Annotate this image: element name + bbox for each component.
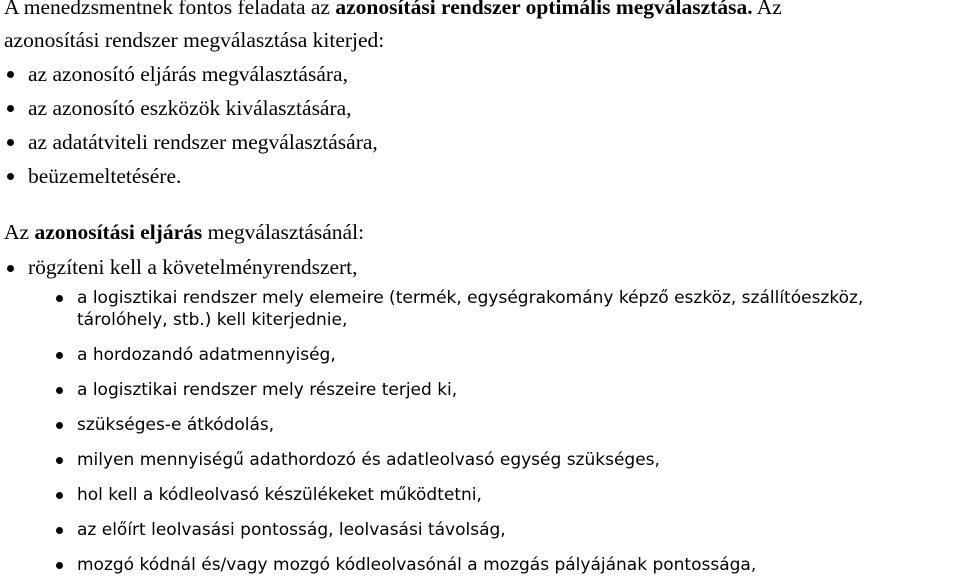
intro-line-1 bbox=[4, 0, 954, 24]
list-item bbox=[28, 484, 959, 506]
bullet-icon bbox=[7, 71, 14, 78]
section2-bold-text: azonosítási eljárás bbox=[34, 220, 203, 244]
requirements-list bbox=[4, 251, 959, 576]
scope-list bbox=[4, 57, 959, 193]
bullet-icon bbox=[56, 422, 63, 429]
list-item bbox=[28, 379, 959, 401]
list-item-text: hol kell a kódleolvasó készülékeket működtetni, bbox=[77, 485, 482, 505]
section2-paragraph bbox=[4, 216, 959, 249]
bullet-icon bbox=[7, 173, 14, 180]
bullet-icon bbox=[56, 295, 63, 302]
intro-bold-text: azonosítási rendszer optimális megválasztása. bbox=[335, 0, 753, 19]
list-item bbox=[4, 125, 959, 159]
bullet-icon bbox=[7, 139, 14, 146]
list-item-text: az előírt leolvasási pontosság, leolvasási távolság, bbox=[77, 520, 506, 540]
list-item-text: mozgó kódnál és/vagy mozgó kódleolvasónál a mozgás pályájának pontossága, bbox=[77, 555, 757, 575]
list-item bbox=[4, 91, 959, 125]
list-item bbox=[4, 159, 959, 193]
list-item-text: az azonosító eljárás megválasztására, bbox=[28, 62, 348, 86]
bullet-icon bbox=[7, 265, 14, 272]
list-item-text: milyen mennyiségű adathordozó és adatleolvasó egység szükséges, bbox=[77, 450, 660, 470]
bullet-icon bbox=[56, 527, 63, 534]
bullet-icon bbox=[56, 562, 63, 569]
list-item bbox=[28, 287, 959, 331]
requirements-label: rögzíteni kell a követelményrendszert, bbox=[28, 255, 358, 279]
bullet-icon bbox=[56, 387, 63, 394]
bullet-icon bbox=[56, 492, 63, 499]
intro-text-after: Az bbox=[752, 0, 782, 19]
requirements-sublist bbox=[28, 287, 959, 576]
list-item-text: az adatátviteli rendszer megválasztására, bbox=[28, 130, 378, 154]
list-item bbox=[28, 449, 959, 471]
list-item bbox=[28, 344, 959, 366]
intro-paragraph bbox=[4, 0, 954, 57]
list-item bbox=[28, 414, 959, 436]
bullet-icon bbox=[7, 105, 14, 112]
bullet-icon bbox=[56, 352, 63, 359]
list-item-text: szükséges-e átkódolás, bbox=[77, 415, 275, 435]
bullet-icon bbox=[56, 457, 63, 464]
intro-line-2: azonosítási rendszer megválasztása kiterjed: bbox=[4, 28, 385, 52]
list-item-text: az azonosító eszközök kiválasztására, bbox=[28, 96, 352, 120]
list-item-text: beüzemeltetésére. bbox=[28, 164, 182, 188]
intro-text-before: A menedzsmentnek fontos feladata az bbox=[4, 0, 336, 19]
list-item bbox=[28, 519, 959, 541]
section2-text-after: megválasztásánál: bbox=[202, 220, 365, 244]
list-item-text: a logisztikai rendszer mely elemeire (termék, egységrakomány képző eszköz, szállítóeszköz, tárolóhely, stb.) kell kiterjednie, bbox=[77, 288, 864, 330]
list-item bbox=[4, 57, 959, 91]
list-item-text: a hordozandó adatmennyiség, bbox=[77, 345, 336, 365]
list-item bbox=[28, 554, 959, 576]
list-item-text: a logisztikai rendszer mely részeire terjed ki, bbox=[77, 380, 458, 400]
requirements-item bbox=[4, 251, 959, 576]
section2-text-before: Az bbox=[4, 220, 35, 244]
